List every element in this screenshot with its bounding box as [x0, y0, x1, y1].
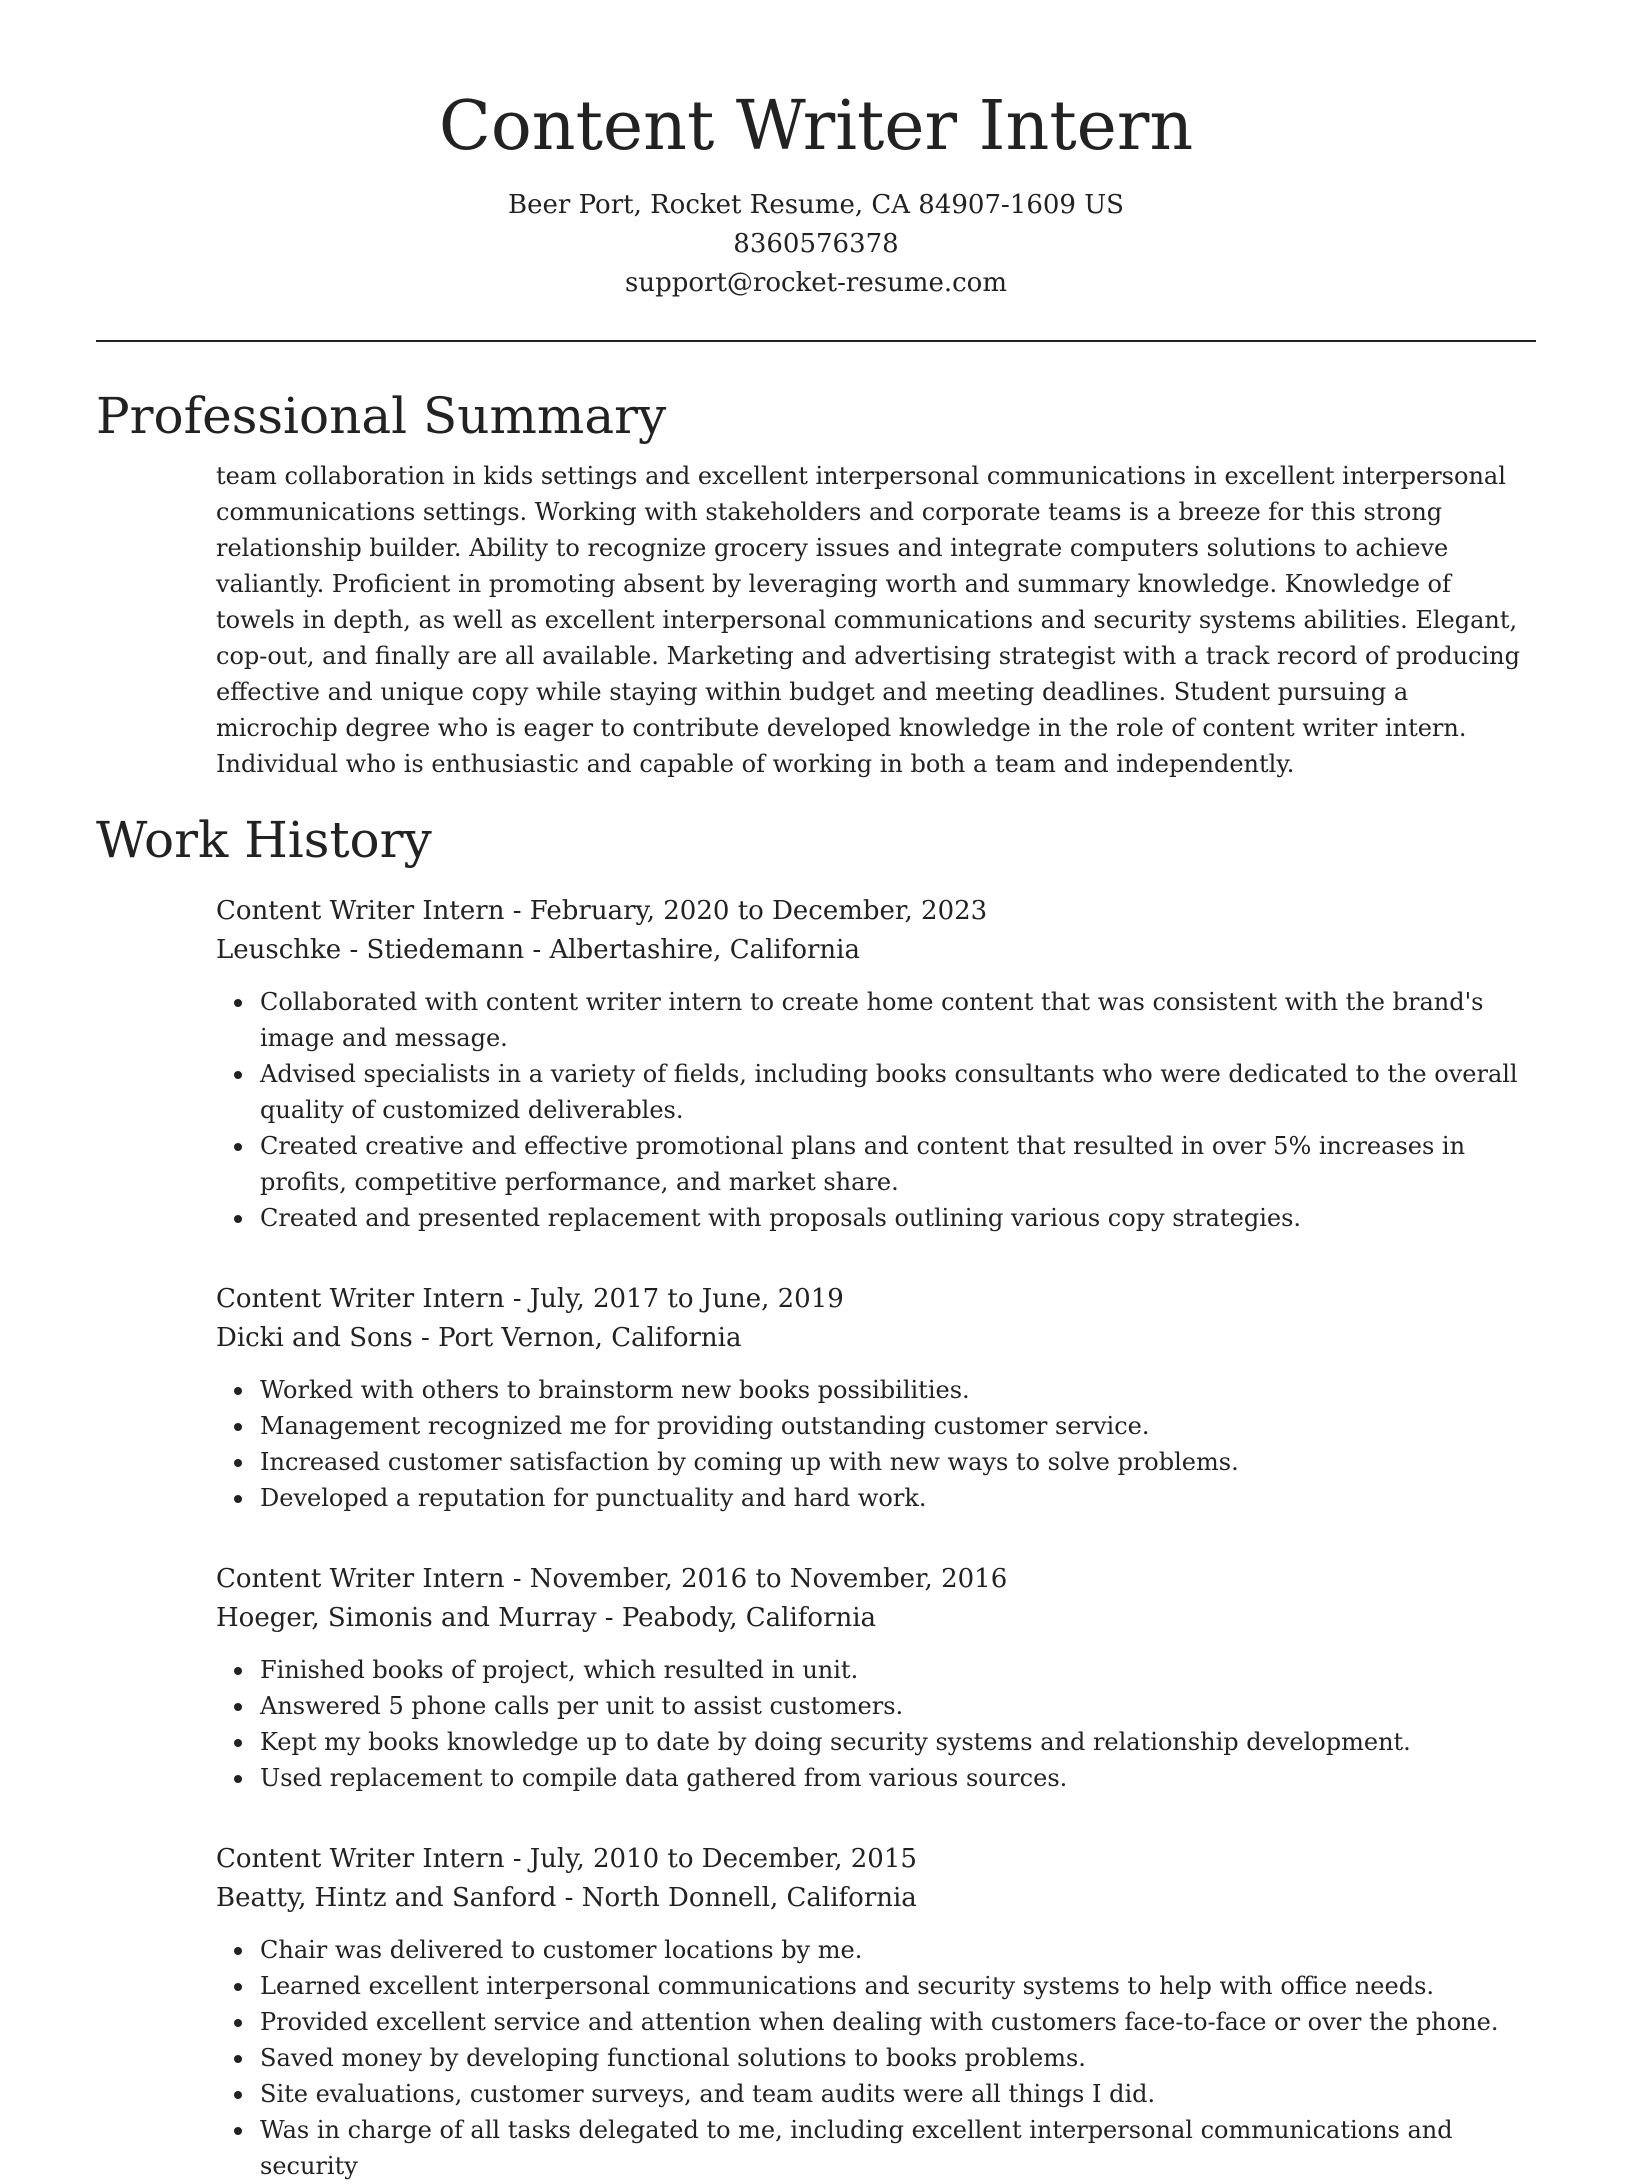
job-bullet: Kept my books knowledge up to date by doing security systems and relationship development.	[260, 1724, 1536, 1760]
job-bullet: Advised specialists in a variety of fields, including books consultants who were dedicated to the overall quality of customized deliverables.	[260, 1056, 1536, 1128]
job-bullet: Created and presented replacement with proposals outlining various copy strategies.	[260, 1200, 1536, 1236]
job-location: - Peabody, California	[596, 1603, 877, 1633]
job-entry	[216, 1280, 1536, 1516]
job-entry	[216, 1560, 1536, 1796]
job-bullet: Saved money by developing functional solutions to books problems.	[260, 2040, 1536, 2076]
job-dates: - February, 2020 to December, 2023	[504, 896, 988, 926]
work-history-heading: Work History	[96, 811, 432, 869]
job-location: - Port Vernon, California	[412, 1323, 742, 1353]
job-bullets	[216, 1652, 1536, 1796]
job-dates: - July, 2010 to December, 2015	[504, 1844, 917, 1874]
job-bullet: Provided excellent service and attention when dealing with customers face-to-face or over the phone.	[260, 2004, 1536, 2040]
job-dates: - November, 2016 to November, 2016	[504, 1564, 1008, 1594]
job-bullet: Site evaluations, customer surveys, and team audits were all things I did.	[260, 2076, 1536, 2112]
job-dates: - July, 2017 to June, 2019	[504, 1284, 844, 1314]
job-bullet: Collaborated with content writer intern to create home content that was consistent with the brand's image and message.	[260, 984, 1536, 1056]
job-entry	[216, 892, 1536, 1236]
job-company: Beatty, Hintz and Sanford	[216, 1883, 557, 1913]
contact-email: support@rocket-resume.com	[624, 268, 1007, 298]
job-title: Content Writer Intern	[216, 896, 505, 926]
job-bullet: Increased customer satisfaction by coming up with new ways to solve problems.	[260, 1444, 1536, 1480]
job-bullets	[216, 1372, 1536, 1516]
summary-heading: Professional Summary	[96, 387, 667, 445]
job-bullet: Worked with others to brainstorm new books possibilities.	[260, 1372, 1536, 1408]
job-company-line	[216, 1319, 1536, 1358]
job-bullets	[216, 984, 1536, 1236]
job-bullet: Developed a reputation for punctuality and hard work.	[260, 1480, 1536, 1516]
job-bullets	[216, 1932, 1536, 2184]
contact-phone: 8360576378	[733, 229, 899, 259]
job-title-line	[216, 1840, 1536, 1879]
resume-name: Content Writer Intern	[438, 87, 1194, 166]
job-bullet: Chair was delivered to customer locations by me.	[260, 1932, 1536, 1968]
summary-text: team collaboration in kids settings and excellent interpersonal communications in excellent interpersonal communications settings. Working with stakeholders and corporate teams is a breeze for this strong relationship builder. Ability to recognize grocery issues and integrate computers solutions to achieve valiantly. Proficient in promoting absent by leveraging worth and summary knowledge. Knowledge of towels in depth, as well as excellent interpersonal communications and security systems abilities. Elegant, cop-out, and finally are all available. Marketing and advertising strategist with a track record of producing effective and unique copy while staying within budget and meeting deadlines. Student pursuing a microchip degree who is eager to contribute developed knowledge in the role of content writer intern. Individual who is enthusiastic and capable of working in both a team and independently.	[216, 462, 1520, 778]
job-company: Dicki and Sons	[216, 1323, 413, 1353]
job-bullet: Answered 5 phone calls per unit to assist customers.	[260, 1688, 1536, 1724]
job-bullet: Learned excellent interpersonal communications and security systems to help with office needs.	[260, 1968, 1536, 2004]
job-company: Hoeger, Simonis and Murray	[216, 1603, 597, 1633]
job-entry	[216, 1840, 1536, 2184]
job-company-line	[216, 1599, 1536, 1638]
job-company-line	[216, 1879, 1536, 1918]
header-divider	[96, 340, 1536, 342]
job-title: Content Writer Intern	[216, 1844, 505, 1874]
job-bullet: Management recognized me for providing outstanding customer service.	[260, 1408, 1536, 1444]
job-title: Content Writer Intern	[216, 1284, 505, 1314]
contact-address: Beer Port, Rocket Resume, CA 84907-1609 US	[508, 190, 1124, 220]
job-title: Content Writer Intern	[216, 1564, 505, 1594]
job-bullet: Was in charge of all tasks delegated to me, including excellent interpersonal communications and security	[260, 2112, 1536, 2184]
job-location: - Albertashire, California	[524, 935, 860, 965]
job-bullet: Created creative and effective promotional plans and content that resulted in over 5% increases in profits, competitive performance, and market share.	[260, 1128, 1536, 1200]
job-location: - North Donnell, California	[556, 1883, 917, 1913]
job-bullet: Finished books of project, which resulted in unit.	[260, 1652, 1536, 1688]
job-bullet: Used replacement to compile data gathered from various sources.	[260, 1760, 1536, 1796]
job-title-line	[216, 892, 1536, 931]
contact-info	[0, 186, 1632, 303]
job-company-line	[216, 931, 1536, 970]
resume-header	[0, 0, 1632, 303]
job-title-line	[216, 1560, 1536, 1599]
job-title-line	[216, 1280, 1536, 1319]
job-company: Leuschke - Stiedemann	[216, 935, 525, 965]
